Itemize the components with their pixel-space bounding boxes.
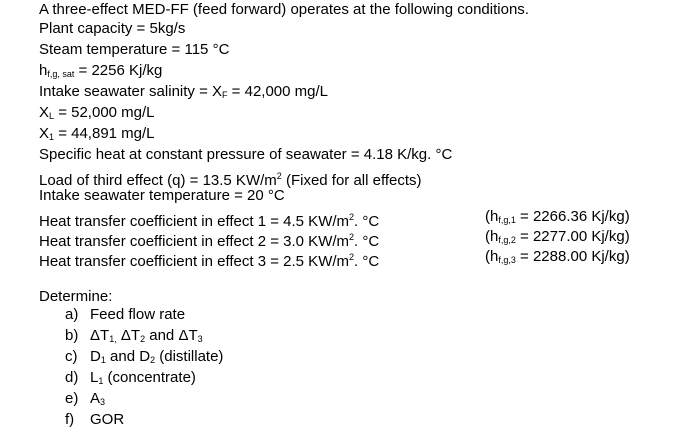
specific-heat: Specific heat at constant pressure of seawater = 4.18 K/kg. °C (39, 146, 453, 163)
determine-item-marker: d) (65, 369, 79, 386)
determine-item-text: $D_1$ and $D_2$ (distillate) (90, 348, 224, 365)
x1-amount: = 44,891 mg/L (54, 125, 155, 142)
load-third-label: Load of third effect (q) = 13.5 KW/m (39, 172, 277, 189)
htc-3-superscript: 2 (349, 252, 355, 262)
load-third-note: (Fixed for all effects) (281, 172, 422, 189)
determine-item-subscript: 1 (98, 376, 104, 386)
hfg-1-subscript: f,g,1 (498, 215, 516, 225)
hfg-sat-value: = 2256 Kj/kg (74, 62, 163, 79)
determine-item-text: GOR (90, 411, 125, 428)
determine-item-text: $\Delta T_{1,}$ $\Delta T_2$ and $\Delta T_3$ (90, 327, 203, 344)
x1-value (39, 124, 155, 147)
determine-item-subscript: 1 (100, 355, 106, 365)
determine-heading: Determine: (39, 288, 113, 305)
determine-item-marker: a) (65, 306, 79, 323)
plant-capacity: Plant capacity = 5kg/s (39, 20, 186, 37)
htc-effect-3 (39, 247, 379, 272)
htc-2-unit: . °C (354, 233, 380, 250)
hfg-1-value: = 2266.36 Kj/kg) (515, 208, 630, 225)
htc-1-label: Heat transfer coefficient in effect 1 = 4.5 KW/m (39, 213, 350, 230)
hfg-3-symbol: (h (485, 248, 499, 265)
hfg-2-symbol: (h (485, 228, 499, 245)
x1-subscript: 1 (49, 132, 55, 142)
hfg-3-subscript: f,g,3 (498, 255, 516, 265)
determine-item-marker: e) (65, 390, 79, 407)
xl-symbol: X (39, 104, 50, 121)
htc-3-unit: . °C (354, 253, 380, 270)
determine-item-subscript: 2 (140, 334, 146, 344)
determine-item-text: Feed flow rate (90, 306, 186, 323)
htc-1-unit: . °C (354, 213, 380, 230)
htc-3-label: Heat transfer coefficient in effect 3 = 2.5 KW/m (39, 253, 350, 270)
xl-value (39, 103, 155, 126)
hfg-sat (39, 61, 162, 84)
intake-salinity-value: = 42,000 mg/L (227, 83, 329, 100)
determine-item-subscript: 1, (109, 334, 117, 344)
hfg-3-value: = 2288.00 Kj/kg) (515, 248, 630, 265)
determine-item-subscript: 3 (100, 397, 106, 407)
hfg-2-subscript: f,g,2 (498, 235, 516, 245)
x1-symbol: X (39, 125, 50, 142)
xl-amount: = 52,000 mg/L (54, 104, 155, 121)
xl-subscript: L (49, 111, 55, 121)
intake-salinity (39, 82, 328, 105)
intro-text: A three-effect MED-FF (feed forward) operates at the following conditions. (39, 1, 529, 18)
hfg-2-value: = 2277.00 Kj/kg) (515, 228, 630, 245)
hfg-sat-subscript: f,g, sat (47, 69, 75, 79)
htc-2-superscript: 2 (349, 232, 355, 242)
determine-item-text: $A_3$ (90, 390, 106, 407)
determine-item-text: $L_1$ (concentrate) (90, 369, 196, 386)
hfg-sat-symbol: h (39, 62, 48, 79)
hfg-1-symbol: (h (485, 208, 499, 225)
hfg-effect-3 (485, 247, 630, 270)
determine-item-subscript: 2 (150, 355, 156, 365)
determine-item-subscript: 3 (197, 334, 203, 344)
determine-item-marker: b) (65, 327, 79, 344)
determine-item-marker: c) (65, 348, 78, 365)
htc-1-superscript: 2 (349, 212, 355, 222)
htc-2-label: Heat transfer coefficient in effect 2 = 3.0 KW/m (39, 233, 350, 250)
intake-temperature: Intake seawater temperature = 20 °C (39, 187, 285, 204)
intake-salinity-subscript: F (222, 90, 228, 100)
intake-salinity-label: Intake seawater salinity = X (39, 83, 223, 100)
determine-item-marker: f) (65, 411, 75, 428)
steam-temperature: Steam temperature = 115 °C (39, 41, 230, 58)
load-third-superscript: 2 (276, 171, 282, 181)
